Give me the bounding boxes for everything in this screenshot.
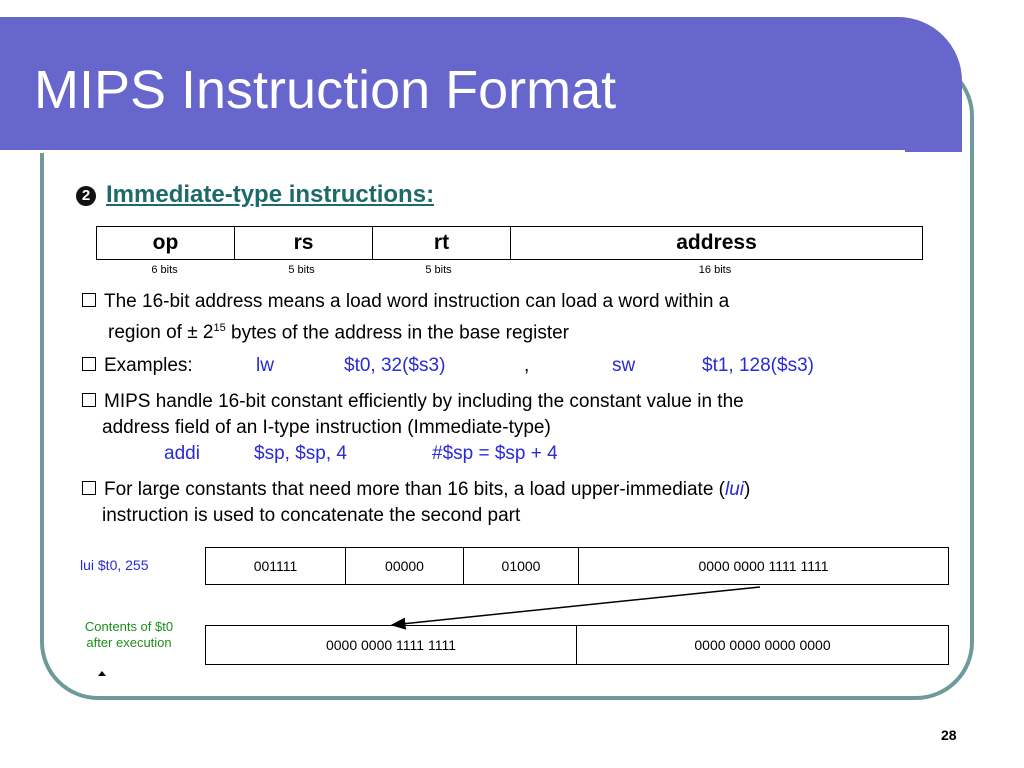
addi-args: $sp, $sp, 4	[254, 443, 347, 464]
section-heading	[76, 181, 434, 209]
bullet-text: MIPS handle 16-bit constant efficiently by including the constant value in the	[104, 391, 744, 412]
exponent: 15	[213, 322, 226, 334]
page-number: 28	[941, 727, 957, 743]
bullet-lui	[82, 477, 750, 529]
example-lw-op: lw	[256, 355, 274, 376]
checkbox-bullet-icon	[82, 393, 96, 407]
bullet-text-close: )	[744, 479, 751, 500]
addi-comment: #$sp = $sp + 4	[432, 443, 558, 464]
bullet-constant	[82, 389, 744, 441]
lui-op-cell: 001111	[206, 548, 346, 585]
bullet-text-2b: bytes of the address in the base register	[225, 322, 570, 344]
bits-rt: 5 bits	[425, 264, 452, 276]
lui-keyword: lui	[725, 479, 745, 500]
addi-example	[164, 441, 558, 467]
example-sw-op: sw	[612, 355, 636, 376]
field-rt: rt	[373, 227, 511, 260]
section-heading-text: Immediate-type instructions:	[106, 181, 435, 208]
bullet-text: For large constants that need more than 16 bits, a load upper-immediate (	[104, 479, 726, 500]
checkbox-bullet-icon	[82, 293, 96, 307]
instruction-format-table	[96, 226, 923, 260]
bullet-address-range	[82, 289, 729, 346]
lui-immediate-cell: 0000 0000 1111 1111	[579, 548, 949, 585]
register-contents-table	[205, 625, 949, 665]
example-separator: ,	[524, 355, 530, 376]
bullet-text-2: instruction is used to concatenate the second part	[102, 505, 521, 526]
addi-op: addi	[164, 443, 200, 464]
title-band	[0, 17, 962, 152]
bits-rs: 5 bits	[288, 264, 315, 276]
bullet-text-2a: region of ± 2	[108, 322, 214, 344]
checkbox-bullet-icon	[82, 357, 96, 371]
lui-encoding-table	[205, 547, 949, 585]
bullet-text: The 16-bit address means a load word instruction can load a word within a	[104, 291, 730, 312]
slide-frame	[40, 58, 974, 700]
field-op: op	[97, 227, 235, 260]
lower-half-cell: 0000 0000 0000 0000	[577, 626, 949, 665]
bullet-examples	[82, 353, 814, 379]
upper-half-cell: 0000 0000 1111 1111	[206, 626, 577, 665]
bits-op: 6 bits	[151, 264, 178, 276]
examples-label: Examples:	[104, 355, 193, 376]
example-lw-args: $t0, 32($s3)	[344, 355, 446, 376]
number-marker-icon: 2	[76, 186, 96, 206]
example-sw-args: $t1, 128($s3)	[702, 355, 814, 376]
checkbox-bullet-icon	[82, 481, 96, 495]
bullet-text-2: address field of an I-type instruction (Immediate-type)	[102, 417, 551, 438]
title-divider	[0, 150, 905, 153]
slide-title: MIPS Instruction Format	[34, 60, 617, 120]
lui-rt-cell: 01000	[464, 548, 579, 585]
field-rs: rs	[235, 227, 373, 260]
field-address: address	[511, 227, 923, 260]
bits-address: 16 bits	[698, 264, 732, 276]
lui-instruction-label: lui $t0, 255	[80, 557, 149, 573]
contents-label: Contents of $t0 after execution	[84, 619, 174, 650]
lui-rs-cell: 00000	[346, 548, 464, 585]
